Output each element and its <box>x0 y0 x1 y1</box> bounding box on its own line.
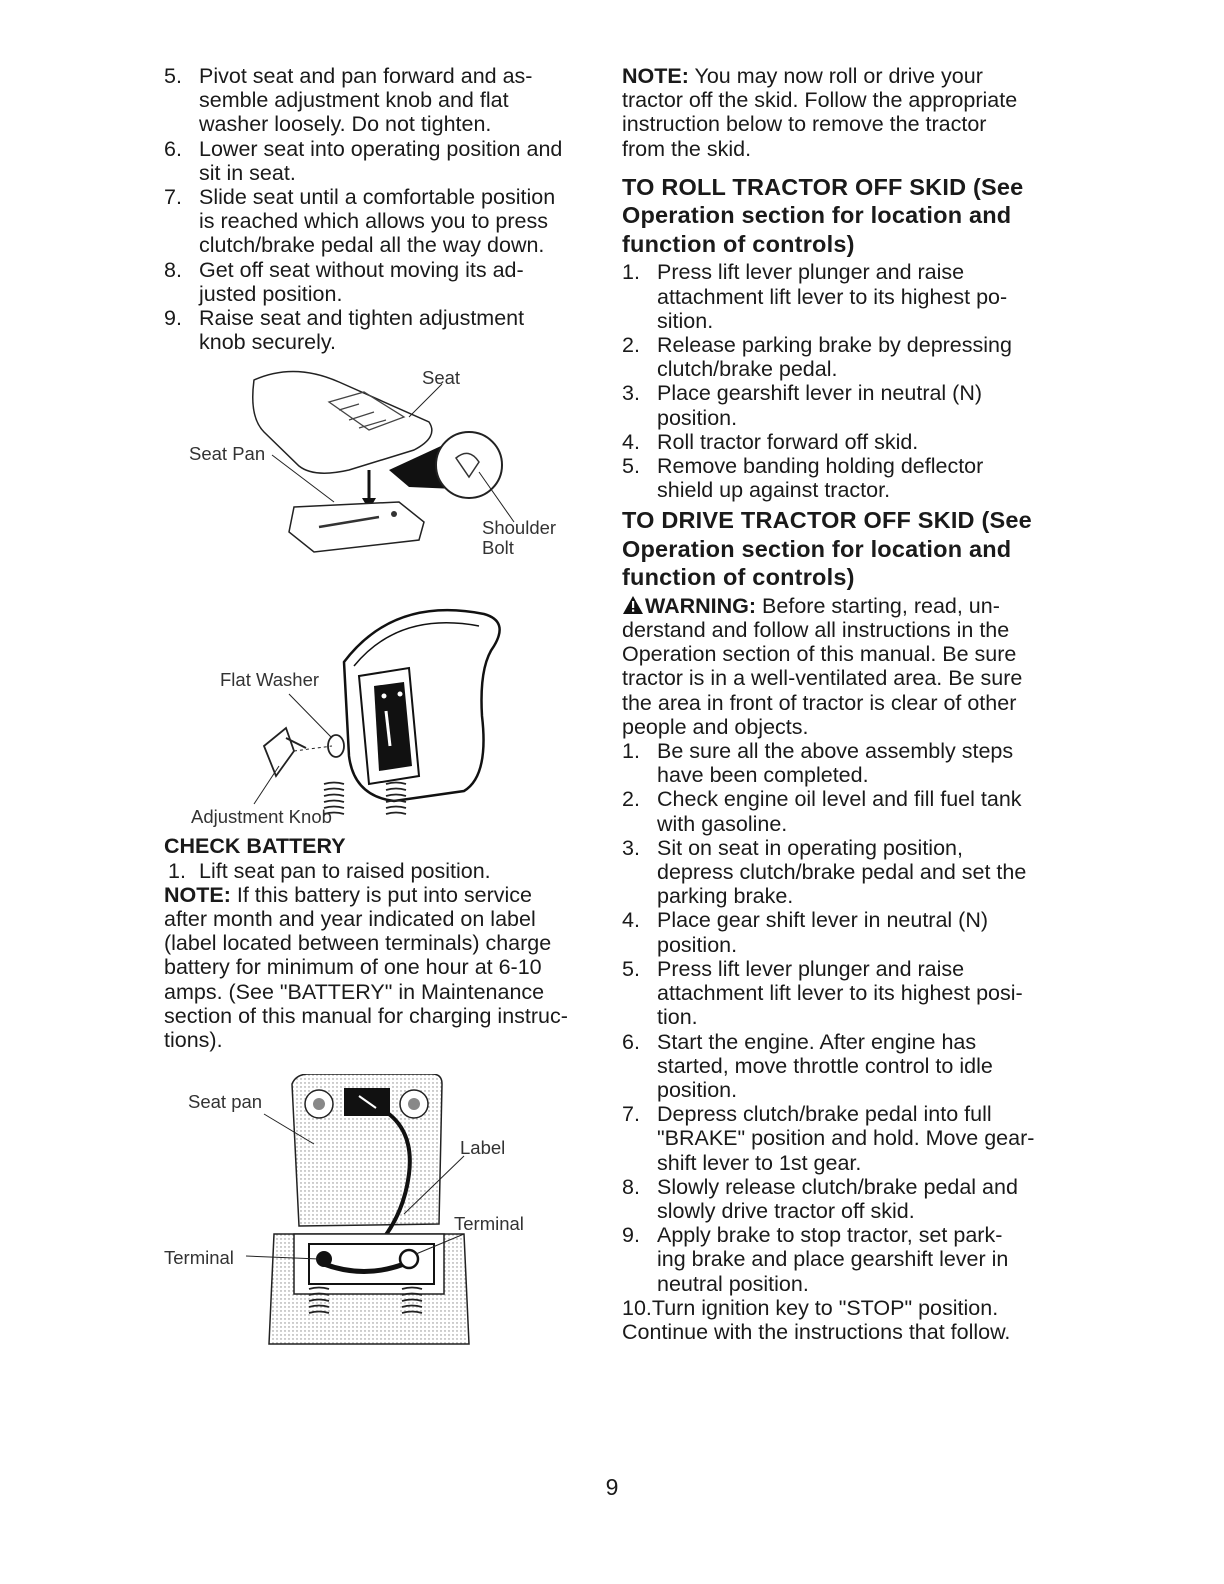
list-item: 7. Slide seat until a comfortable position is reached which allows you to press clutch/brake pedal all the way down. <box>164 185 556 258</box>
list-item: 6. Start the engine. After engine has started, move throttle control to idle position. <box>622 1029 993 1102</box>
list-item: 9. Apply brake to stop tractor, set park- ing brake and place gearshift lever in neutral position. <box>622 1223 1009 1296</box>
battery-label-label: Label <box>460 1137 506 1159</box>
adjustment-knob-label: Adjustment Knob <box>191 806 332 828</box>
battery-seat-pan-label: Seat pan <box>188 1091 263 1113</box>
roll-tractor-heading: TO ROLL TRACTOR OFF SKID (See Operation section for location and function of controls) <box>622 173 1024 257</box>
list-item: 1. Lift seat pan to raised position. <box>168 858 491 883</box>
seat-steps-list <box>164 64 594 354</box>
skid-note <box>622 64 1062 161</box>
seat-pan-illustration <box>164 362 594 602</box>
list-item: 6. Lower seat into operating position and sit in seat. <box>164 136 563 185</box>
seat-label: Seat <box>422 367 461 389</box>
list-item: 2. Release parking brake by depressing clutch/brake pedal. <box>622 332 1012 382</box>
battery-figure <box>164 1074 594 1356</box>
continue-text: Continue with the instructions that follow. <box>622 1319 1011 1344</box>
adjustment-knob-figure <box>164 606 594 838</box>
list-item: 9. Raise seat and tighten adjustment knob securely. <box>164 306 525 355</box>
drive-steps-list <box>622 739 1062 1320</box>
list-item: 8. Slowly release clutch/brake pedal and slowly drive tractor off skid. <box>622 1174 1018 1223</box>
list-item: 10.Turn ignition key to "STOP" position. <box>622 1295 999 1320</box>
roll-steps-list <box>622 260 1062 502</box>
right-column <box>622 64 1062 1344</box>
list-item: 3. Place gearshift lever in neutral (N) position. <box>622 381 983 430</box>
list-item: 2. Check engine oil level and fill fuel tank with gasoline. <box>622 787 1022 836</box>
adjustment-knob-illustration <box>164 606 594 838</box>
shoulder-bolt-label: Shoulder Bolt <box>482 517 557 559</box>
battery-note <box>164 883 594 1052</box>
warning-paragraph <box>622 594 1062 739</box>
battery-illustration <box>164 1074 594 1356</box>
list-item: 1. Be sure all the above assembly steps have been completed. <box>622 739 1014 788</box>
warning-label: WARNING: <box>645 593 757 618</box>
list-item: 4. Roll tractor forward off skid. <box>622 429 919 454</box>
drive-tractor-heading: TO DRIVE TRACTOR OFF SKID (See Operation section for location and function of controls) <box>622 507 1032 591</box>
terminal-left-label: Terminal <box>164 1247 234 1269</box>
note-label: NOTE: <box>164 882 231 907</box>
note-text: If this battery is put into service after month and year indicated on label (label located between terminals) charge battery for minimum of one hour at 6-10 amps. (See "BATTERY" in Maintenance section of this manual for charging instruc- tions). <box>164 882 568 1053</box>
note-label: NOTE: <box>622 64 689 88</box>
list-item: 5. Press lift lever plunger and raise attachment lift lever to its highest posi- tion. <box>622 956 1023 1030</box>
list-item: 5. Remove banding holding deflector shield up against tractor. <box>622 453 984 503</box>
list-item: 7. Depress clutch/brake pedal into full "BRAKE" position and hold. Move gear- shift lever to 1st gear. <box>622 1102 1035 1175</box>
list-item: 4. Place gear shift lever in neutral (N) position. <box>622 908 989 957</box>
terminal-right-label: Terminal <box>454 1213 524 1235</box>
flat-washer-label: Flat Washer <box>220 669 320 691</box>
seat-pan-label: Seat Pan <box>189 443 266 465</box>
seat-pan-figure <box>164 362 594 602</box>
list-item: 1. Press lift lever plunger and raise attachment lift lever to its highest po- sition. <box>622 260 1008 333</box>
page-number: 9 <box>605 1474 619 1500</box>
warning-triangle-icon <box>622 595 644 615</box>
check-battery-steps <box>164 859 594 883</box>
list-item: 3. Sit on seat in operating position, depress clutch/brake pedal and set the parking brake. <box>622 835 1027 909</box>
note-text: You may now roll or drive your tractor off the skid. Follow the appropriate instruction below to remove the tractor from the skid. <box>622 64 1018 161</box>
check-battery-heading: CHECK BATTERY <box>164 834 346 859</box>
warning-text: Before starting, read, un- derstand and follow all instructions in the Operation section of this manual. Be sure tractor is in a well-ventilated area. Be sure the area in front of tractor is clear of other people and objects. <box>622 593 1023 739</box>
list-item: 8. Get off seat without moving its ad- justed position. <box>164 257 524 306</box>
left-column <box>164 64 594 1356</box>
list-item: 5. Pivot seat and pan forward and as- semble adjustment knob and flat washer loosely. Do not tighten. <box>164 64 533 137</box>
